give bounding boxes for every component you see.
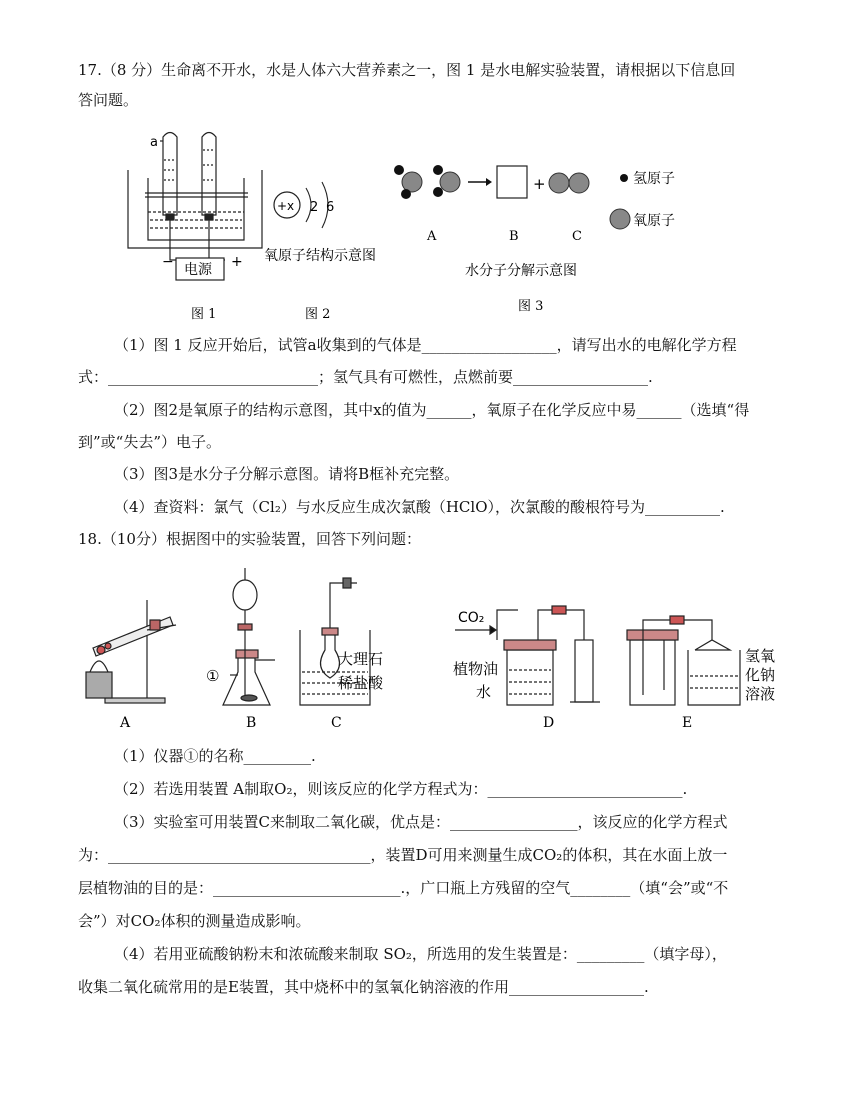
q18-label-D: D xyxy=(543,715,555,731)
q17-p2-line1: （2）图2是氧原子的结构示意图，其中x的值为______，氧原子在化学反应中易______（选填“得 xyxy=(114,401,750,419)
water-decomposition-caption: 水分子分解示意图 xyxy=(465,263,577,279)
apparatus-B xyxy=(223,568,275,705)
plus-sign: + xyxy=(533,175,546,193)
q17-figure xyxy=(0,0,860,330)
q18-label-C: C xyxy=(331,715,342,731)
q18-naoh-1: 氢氧 xyxy=(745,647,776,665)
q18-co2: CO₂ xyxy=(458,610,485,626)
q17-line2: 答问题。 xyxy=(78,91,139,109)
shell-1-count: 2 xyxy=(310,200,319,215)
q18-water: 水 xyxy=(476,683,492,701)
fig2-caption: 图 2 xyxy=(305,307,331,322)
q17-line1: 17.（8 分）生命离不开水，水是人体六大营养素之一，图 1 是水电解实验装置，请根据以下信息回 xyxy=(78,61,736,79)
label-a: a xyxy=(150,135,158,150)
q17-p4: （4）查资料：氯气（Cl₂）与水反应生成次氯酸（HClO），次氯酸的酸根符号为__________. xyxy=(114,498,725,516)
q18-label-B: B xyxy=(246,715,257,731)
q18-p4-line2: 收集二氧化硫常用的是E装置，其中烧杯中的氢氧化钠溶液的作用__________________. xyxy=(78,978,649,996)
q18-p3-line1: （3）实验室可用装置C来制取二氧化碳，优点是：_________________，该反应的化学方程式 xyxy=(114,813,728,831)
q18-acid: 稀盐酸 xyxy=(338,674,384,692)
apparatus-C xyxy=(300,578,370,705)
power-label: 电源 xyxy=(184,262,212,278)
q17-p2-line2: 到”或“失去”）电子。 xyxy=(78,433,222,451)
q17-p3: （3）图3是水分子分解示意图。请将B框补充完整。 xyxy=(114,465,460,483)
q18-label-E: E xyxy=(682,715,693,731)
legend-hydrogen: 氢原子 xyxy=(633,171,675,187)
shell-2-count: 6 xyxy=(326,200,335,215)
q17-p1-line2: 式：____________________________；氢气具有可燃性，点燃前要__________________. xyxy=(78,368,653,386)
q17-p1-line1: （1）图 1 反应开始后，试管a收集到的气体是__________________，请写出水的电解化学方程 xyxy=(114,336,737,354)
q18-p2: （2）若选用装置 A制取O₂，则该反应的化学方程式为：__________________________. xyxy=(114,780,688,798)
q18-p3-line3: 层植物油的目的是：_________________________.，广口瓶上方残留的空气________（填“会”或“不 xyxy=(78,879,729,897)
label-A: A xyxy=(427,229,437,244)
q18-naoh-3: 溶液 xyxy=(745,685,776,703)
label-B: B xyxy=(509,229,519,244)
legend-oxygen: 氧原子 xyxy=(633,213,675,229)
nucleus-charge: +x xyxy=(277,199,295,213)
fig3-caption: 图 3 xyxy=(518,299,544,314)
electrolysis-apparatus xyxy=(128,133,262,261)
q18-p3-line4: 会”）对CO₂体积的测量造成影响。 xyxy=(78,912,311,930)
apparatus-D xyxy=(455,606,600,705)
q18-p4-line1: （4）若用亚硫酸钠粉末和浓硫酸来制取 SO₂，所选用的发生装置是：_________（填字母）， xyxy=(114,945,727,963)
q18-p3-line2: 为：___________________________________，装置D可用来测量生成CO₂的体积，其在水面上放一 xyxy=(78,846,728,864)
q18-p1: （1）仪器①的名称_________. xyxy=(114,747,316,765)
label-C: C xyxy=(572,229,582,244)
q18-naoh-2: 化钠 xyxy=(745,666,776,684)
apparatus-E xyxy=(627,616,740,705)
q18-line1: 18.（10分）根据图中的实验装置，回答下列问题： xyxy=(78,530,421,548)
apparatus-A xyxy=(86,600,176,703)
fig1-caption: 图 1 xyxy=(191,307,217,322)
q18-oil: 植物油 xyxy=(453,660,499,678)
plus-label: + xyxy=(231,254,243,270)
q18-circle1: ① xyxy=(206,667,220,685)
q18-label-A: A xyxy=(120,715,131,731)
q18-marble: 大理石 xyxy=(338,650,384,668)
oxygen-structure-caption: 氧原子结构示意图 xyxy=(264,248,376,264)
water-decomposition xyxy=(394,165,630,229)
minus-label: − xyxy=(162,254,174,270)
